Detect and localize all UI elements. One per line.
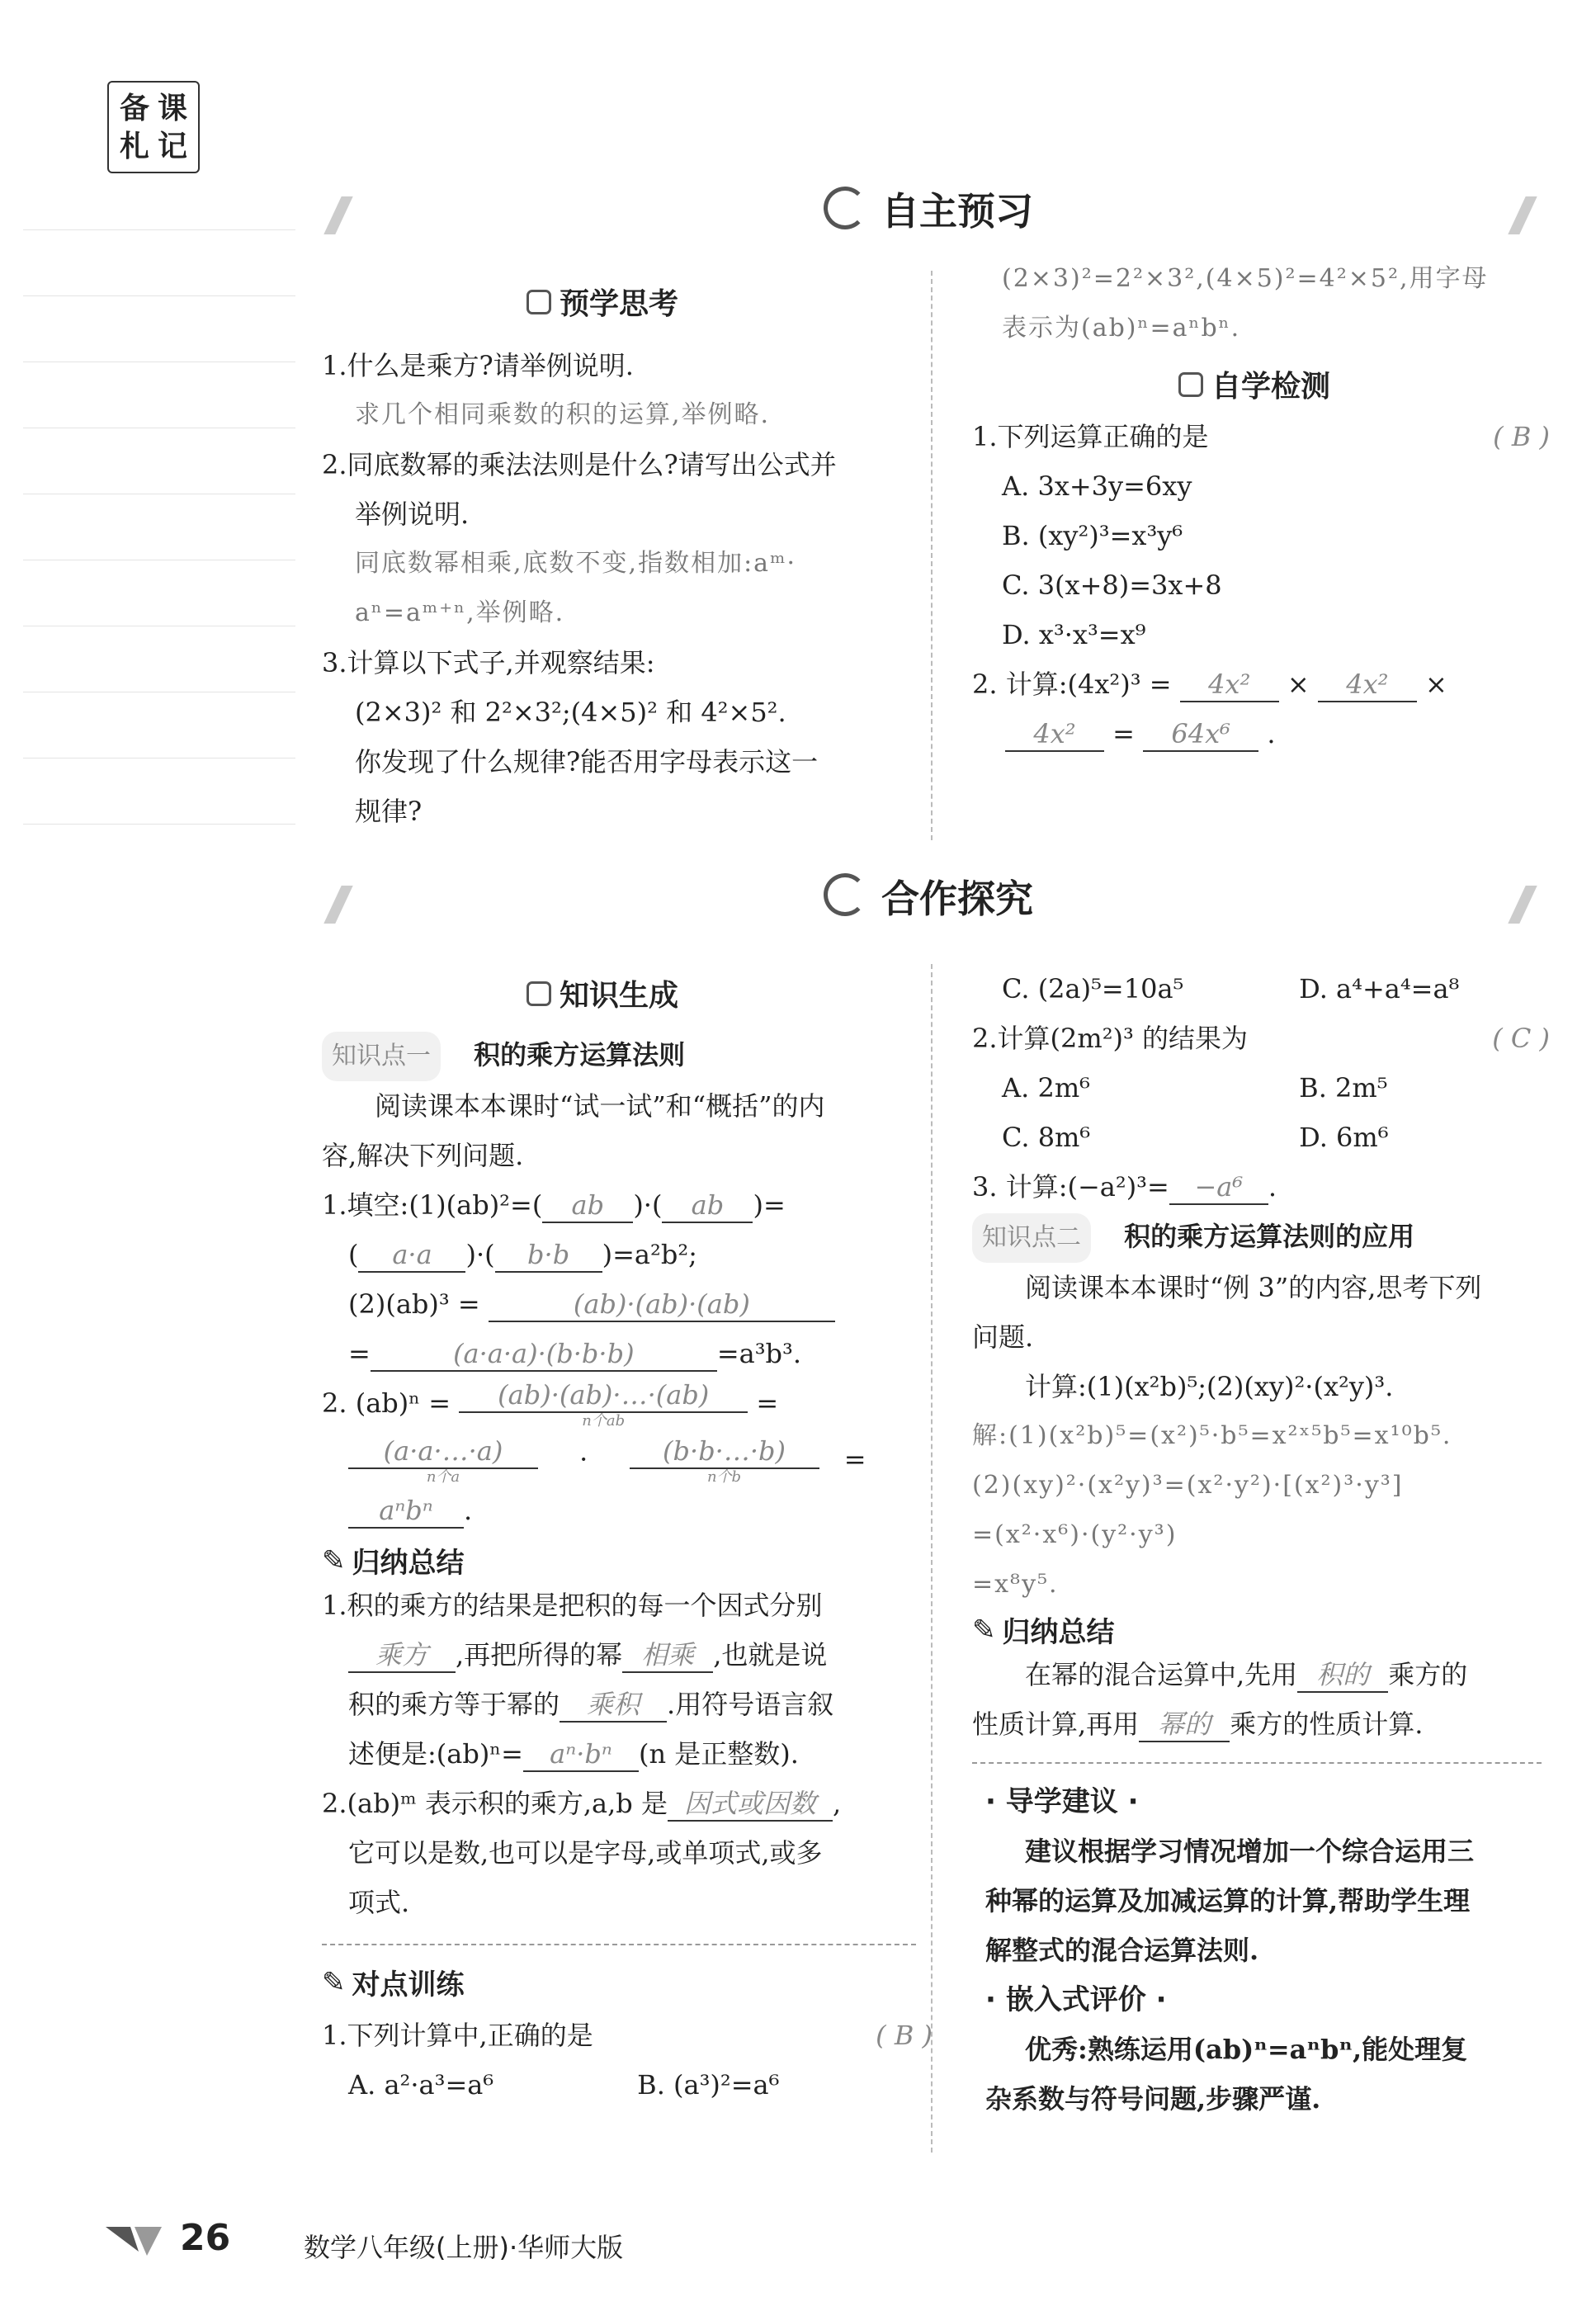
operator: ·	[579, 1444, 588, 1475]
summary-row	[322, 1680, 933, 1729]
instruction: 阅读课本本课时“试一试”和“概括”的内	[375, 1090, 825, 1122]
text: .	[1268, 1171, 1277, 1203]
answer-blank: a·a	[358, 1238, 465, 1273]
solution-handwritten: =x⁸y⁵.	[972, 1570, 1059, 1599]
text: 在幂的混合运算中,先用	[1025, 1659, 1298, 1690]
answer-handwritten: (2×3)²=2²×3²,(4×5)²=4²×5²,用字母	[1002, 264, 1489, 293]
knowledge-point-title: 积的乘方运算法则	[474, 1039, 686, 1070]
question-row	[972, 1162, 1550, 1212]
fill-row	[322, 1486, 933, 1535]
pencil-icon: ✎	[322, 1543, 346, 1577]
question-row	[972, 1014, 1550, 1063]
brace-label: n个a	[426, 1468, 460, 1486]
text: =	[756, 1387, 779, 1419]
option: A. a²·a³=a⁶	[348, 2069, 494, 2101]
practice-header	[322, 1962, 933, 2002]
options-row	[972, 1113, 1550, 1162]
summary-row	[322, 1779, 933, 1828]
summary-row	[972, 1699, 1550, 1749]
practice-title: 对点训练	[352, 1968, 465, 2001]
summary-text: 项式.	[348, 1887, 410, 1918]
text: )=	[753, 1189, 786, 1221]
answer-blank: (b·b·…·b)	[630, 1434, 819, 1469]
answer-blank: b·b	[495, 1238, 602, 1273]
answer-blank: aⁿbⁿ	[348, 1494, 464, 1529]
option: D. x³·x³=x⁹	[1002, 619, 1146, 650]
question: 你发现了什么规律?能否用字母表示这一	[355, 746, 819, 777]
answer-blank: 64x⁶	[1143, 717, 1258, 752]
text: 2.(ab)ᵐ 表示积的乘方,a,b 是	[322, 1788, 668, 1819]
fill-row	[322, 1434, 933, 1486]
guide-text: 建议根据学习情况增加一个综合运用三	[1025, 1836, 1475, 1867]
question-row	[972, 412, 1550, 461]
text: 1.填空:(1)(ab)²=(	[322, 1189, 543, 1221]
text: =a³b³.	[716, 1338, 802, 1369]
question: 1.下列计算中,正确的是	[322, 2020, 593, 2051]
question: 2. 计算:(4x²)³ =	[972, 669, 1172, 700]
stamp-char: 课	[157, 91, 187, 125]
summary-row	[322, 1630, 933, 1680]
brace-label: n个ab	[582, 1412, 626, 1430]
knowledge-point-tag: 知识点一	[322, 1032, 441, 1081]
answer-blank: 4x²	[1005, 717, 1104, 752]
operator: ×	[1287, 669, 1310, 700]
question: 2.计算(2m²)³ 的结果为	[972, 1023, 1249, 1054]
dashed-divider	[322, 1944, 916, 1945]
text: ,也就是说	[713, 1639, 828, 1671]
instruction: 问题.	[972, 1321, 1034, 1353]
text: )=a²b²;	[602, 1239, 697, 1270]
question-row	[322, 2011, 933, 2060]
option: D. a⁴+a⁴=a⁸	[1299, 973, 1460, 1004]
knowledge-point-title: 积的乘方运算法则的应用	[1124, 1221, 1415, 1252]
answer-blank: 相乘	[622, 1638, 713, 1673]
guide-text: 种幂的运算及加减运算的计算,帮助学生理	[985, 1885, 1471, 1916]
preview-icon	[824, 187, 866, 229]
text: (2)(ab)³ =	[348, 1288, 480, 1320]
solution-handwritten: (2)(xy)²·(x²y)³=(x²·y²)·[(x²)³·y³]	[972, 1471, 1404, 1500]
option: B. (xy²)³=x³y⁶	[1002, 520, 1183, 551]
options-row	[972, 1063, 1550, 1113]
operator: =	[1112, 718, 1135, 749]
fill-row	[322, 1329, 933, 1378]
solution-handwritten: =(x²·x⁶)·(y²·y³)	[972, 1520, 1178, 1549]
text: 乘方的	[1388, 1659, 1468, 1690]
option: C. 3(x+8)=3x+8	[1002, 569, 1222, 601]
summary-title: 归纳总结	[352, 1547, 465, 1580]
option: B. 2m⁵	[1299, 1072, 1388, 1104]
brace-label: n个b	[706, 1468, 742, 1486]
note-stamp	[107, 81, 200, 173]
explore-icon	[824, 873, 866, 916]
subsection-selfcheck	[1178, 363, 1550, 405]
question: 3.计算以下式子,并观察结果:	[322, 647, 655, 678]
answer-blank: (ab)·(ab)·…·(ab)	[459, 1378, 748, 1413]
knowledge-point-row	[322, 1030, 933, 1081]
summary-row	[322, 1729, 933, 1779]
ruled-line	[23, 824, 295, 825]
guide-text: 解整式的混合运算法则.	[985, 1935, 1259, 1966]
note-icon	[526, 290, 551, 314]
instruction: 阅读课本本课时“例 3”的内容,思考下列	[1025, 1272, 1482, 1303]
instruction: 容,解决下列问题.	[322, 1140, 524, 1171]
text: (	[348, 1239, 359, 1270]
ruled-line	[23, 229, 295, 230]
answer-blank: ab	[542, 1189, 633, 1223]
header-slash-right	[1508, 196, 1537, 234]
text: 述便是:(ab)ⁿ=	[348, 1738, 523, 1770]
answer-blank: 因式或因数	[668, 1787, 833, 1822]
question: (2×3)² 和 2²×3²;(4×5)² 和 4²×5².	[355, 697, 786, 728]
answer-blank: 幂的	[1139, 1708, 1230, 1742]
knowledge-point-row	[972, 1212, 1550, 1263]
answer-choice: ( B )	[1493, 421, 1550, 452]
text: 2. (ab)ⁿ =	[322, 1387, 451, 1419]
answer-blank: 4x²	[1180, 668, 1279, 702]
answer-blank: (a·a·a)·(b·b·b)	[371, 1337, 717, 1372]
question-row	[972, 659, 1550, 709]
summary-row	[972, 1650, 1550, 1699]
evaluation-text: 优秀:熟练运用(ab)ⁿ=aⁿbⁿ,能处理复	[1025, 2034, 1468, 2065]
punctuation: .	[1267, 718, 1276, 749]
ruled-line	[23, 758, 295, 759]
column-divider	[931, 271, 933, 840]
text: 性质计算,再用	[972, 1708, 1140, 1740]
answer-handwritten: aⁿ=aᵐ⁺ⁿ,举例略.	[355, 598, 565, 627]
options-row	[972, 964, 1550, 1014]
stamp-char: 备	[119, 91, 149, 125]
knowledge-content	[322, 1030, 933, 2110]
question-row	[972, 709, 1550, 759]
prestudy-content	[322, 341, 933, 836]
answer-handwritten: 求几个相同乘数的积的运算,举例略.	[355, 400, 771, 429]
stamp-char: 记	[157, 129, 187, 163]
fill-row	[322, 1378, 933, 1430]
brace-group	[348, 1434, 538, 1486]
option: A. 3x+3y=6xy	[1002, 470, 1192, 502]
answer-blank: (a·a·…·a)	[348, 1434, 538, 1469]
brace-group	[630, 1434, 819, 1486]
ruled-line	[23, 295, 295, 296]
answer-blank: ab	[662, 1189, 753, 1223]
knowledge-icon	[526, 981, 551, 1006]
pencil-icon: ✎	[322, 1965, 346, 1999]
solution-handwritten: 解:(1)(x²b)⁵=(x²)⁵·b⁵=x²ˣ⁵b⁵=x¹⁰b⁵.	[972, 1421, 1452, 1450]
subsection-prestudy	[526, 281, 678, 323]
question: 规律?	[355, 796, 423, 827]
text: )·(	[633, 1189, 663, 1221]
subsection-label: 自学检测	[1211, 370, 1331, 404]
text: 积的乘方等于幂的	[348, 1689, 560, 1720]
page	[23, 23, 1573, 2288]
operator: ×	[1425, 669, 1447, 700]
option: C. 8m⁶	[1002, 1122, 1091, 1153]
text: =	[348, 1338, 371, 1369]
text: .	[464, 1495, 473, 1526]
subsection-knowledge	[526, 972, 678, 1014]
answer-blank: aⁿ·bⁿ	[523, 1737, 639, 1772]
question: 计算:(1)(x²b)⁵;(2)(xy)²·(x²y)³.	[1025, 1371, 1394, 1402]
options-row	[322, 2060, 933, 2110]
text: )·(	[465, 1239, 495, 1270]
text: .用符号语言叙	[667, 1689, 834, 1720]
selfcheck-content	[972, 254, 1550, 759]
section-title-explore: 合作探究	[881, 877, 1033, 921]
header-slash-right	[1508, 886, 1537, 924]
guide-title: · 导学建议 ·	[985, 1785, 1139, 1818]
check-icon	[1178, 372, 1203, 397]
section-title-preview: 自主预习	[881, 189, 1033, 234]
evaluation-title: · 嵌入式评价 ·	[985, 1983, 1167, 2016]
book-title: 数学八年级(上册)·华师大版	[304, 2232, 624, 2263]
answer-handwritten: 表示为(ab)ⁿ=aⁿbⁿ.	[1002, 314, 1241, 343]
answer-blank: 乘方	[348, 1638, 456, 1673]
summary-text: 1.积的乘方的结果是把积的每一个因式分别	[322, 1590, 823, 1621]
answer-choice: ( C )	[1492, 1023, 1550, 1054]
dashed-divider	[972, 1762, 1542, 1764]
fill-row	[322, 1180, 933, 1230]
question: 3. 计算:(−a²)³=	[972, 1171, 1169, 1203]
text: ,	[832, 1788, 842, 1819]
option: D. 6m⁶	[1299, 1122, 1389, 1153]
text: 乘方的性质计算.	[1230, 1708, 1424, 1740]
stamp-char: 札	[119, 129, 149, 163]
knowledge-point-tag: 知识点二	[972, 1213, 1091, 1263]
answer-blank: 乘积	[560, 1688, 667, 1723]
answer-blank: 4x²	[1318, 668, 1417, 702]
header-slash-left	[323, 196, 352, 234]
text: ,再把所得的幂	[456, 1639, 623, 1671]
summary-title: 归纳总结	[1002, 1616, 1115, 1649]
question: 1.什么是乘方?请举例说明.	[322, 350, 634, 381]
subsection-label: 知识生成	[560, 979, 679, 1013]
header-slash-left	[323, 886, 352, 924]
answer-blank: −a⁶	[1169, 1170, 1268, 1205]
subsection-label: 预学思考	[560, 287, 679, 321]
footer-ornament-icon	[106, 2219, 163, 2260]
option: B. (a³)²=a⁶	[637, 2069, 780, 2101]
answer-blank: (ab)·(ab)·(ab)	[489, 1288, 835, 1322]
summary-header	[972, 1609, 1550, 1650]
summary-text: 它可以是数,也可以是字母,或单项式,或多	[348, 1837, 823, 1869]
fill-row	[322, 1230, 933, 1279]
question: 2.同底数幂的乘法法则是什么?请写出公式并	[322, 449, 837, 480]
answer-handwritten: 同底数幂相乘,底数不变,指数相加:aᵐ·	[355, 549, 796, 578]
answer-choice: ( B )	[876, 2020, 933, 2051]
fill-row	[322, 1279, 933, 1329]
text: =	[843, 1444, 866, 1475]
page-number: 26	[180, 2217, 231, 2259]
pencil-icon: ✎	[972, 1613, 996, 1647]
option: A. 2m⁶	[1002, 1072, 1090, 1104]
question: 1.下列运算正确的是	[972, 421, 1209, 452]
summary-header	[322, 1540, 933, 1581]
brace-group	[459, 1378, 748, 1430]
knowledge-content-right	[972, 964, 1550, 2124]
option: C. (2a)⁵=10a⁵	[1002, 973, 1184, 1004]
answer-blank: 积的	[1297, 1658, 1388, 1693]
text: (n 是正整数).	[638, 1738, 799, 1770]
evaluation-text: 杂系数与符号问题,步骤严谨.	[985, 2083, 1321, 2115]
column-divider	[931, 964, 933, 2153]
question: 举例说明.	[355, 499, 470, 530]
